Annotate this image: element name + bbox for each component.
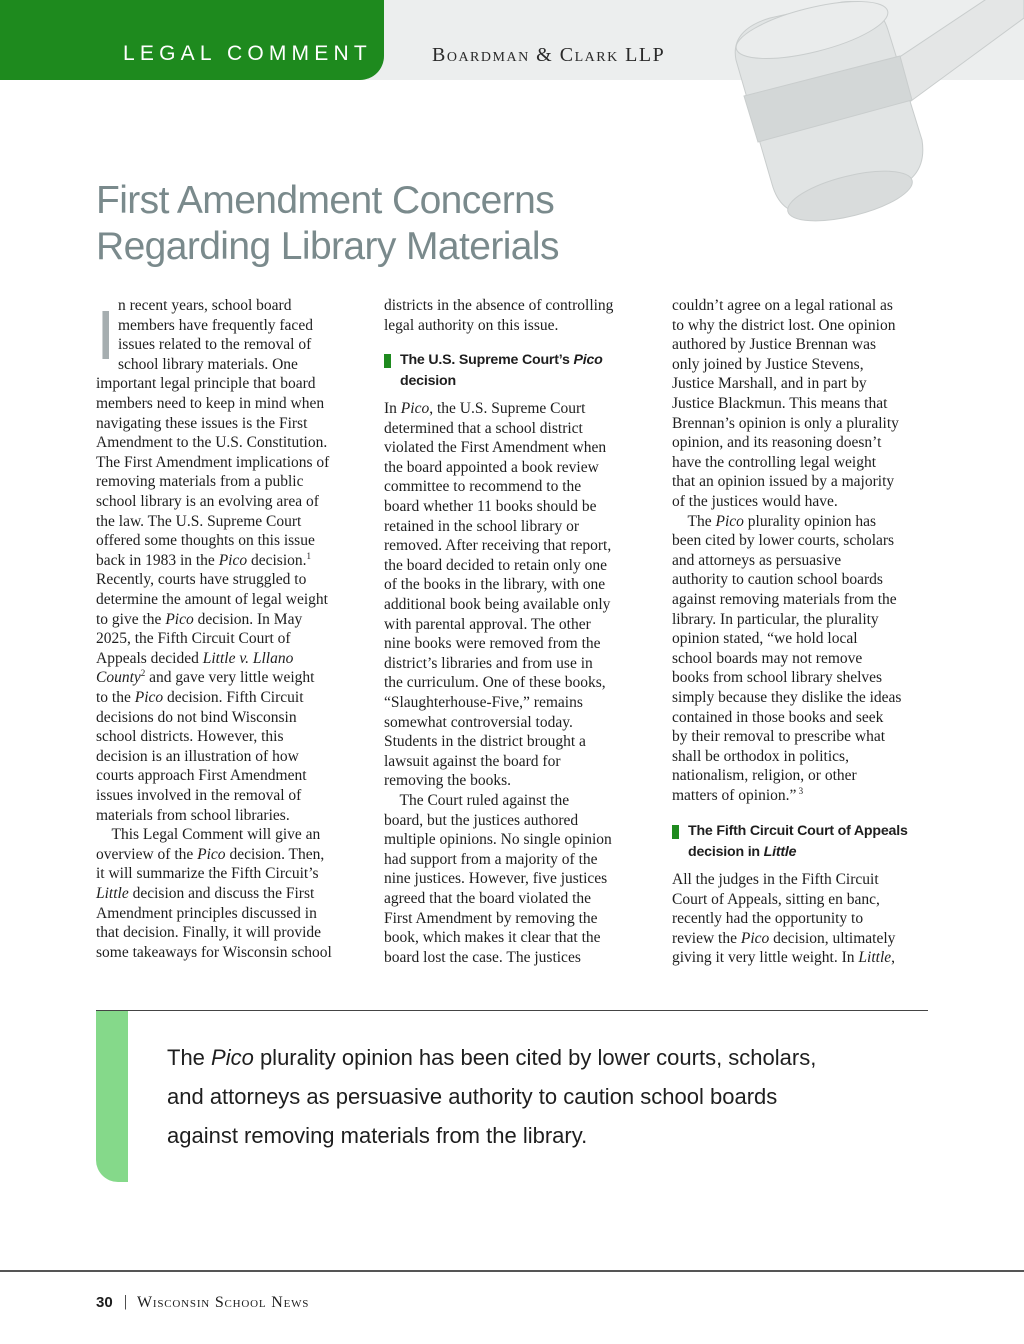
- body-line: shall be orthodox in politics,: [672, 747, 849, 765]
- footer-rule: [0, 1270, 1024, 1272]
- body-line: important legal principle that board: [96, 375, 316, 393]
- body-line: to the Pico decision. Fifth Circuit: [96, 689, 304, 706]
- body-line: navigating these issues is the First: [96, 414, 308, 432]
- body-line: retained in the school library or: [384, 517, 579, 535]
- body-line: nine books were removed from the: [384, 635, 601, 653]
- drop-cap: I: [96, 296, 116, 374]
- body-line: The First Amendment implications of: [96, 453, 330, 471]
- body-line: decision is an illustration of how: [96, 747, 299, 765]
- body-line: issues related to the removal of: [118, 336, 312, 354]
- pull-quote-rule: [96, 1010, 928, 1011]
- body-line: removing materials from a public: [96, 473, 304, 491]
- body-line: have the controlling legal weight: [672, 453, 877, 471]
- section-subhead: The U.S. Supreme Court’s Pico: [400, 352, 603, 368]
- body-line: of the books in the library, with one: [384, 576, 606, 594]
- pull-quote-bar: [96, 1011, 128, 1182]
- pull-quote-line: against removing materials from the library.: [167, 1123, 588, 1148]
- body-line: agreed that the board violated the: [384, 890, 592, 907]
- body-line: review the Pico decision, ultimately: [672, 929, 896, 947]
- body-line: Justice Marshall, and in part by: [672, 375, 867, 393]
- body-line: determine the amount of legal weight: [96, 591, 328, 608]
- publication-name: Wisconsin School News: [137, 1294, 310, 1311]
- pull-quote-line: The Pico plurality opinion has been cited by lower courts, scholars,: [167, 1045, 817, 1070]
- body-line: opinion, and its reasoning doesn’t: [672, 434, 882, 452]
- body-line: removing the books.: [384, 772, 511, 790]
- body-line: districts in the absence of controlling: [384, 297, 614, 314]
- body-line: The Court ruled against the: [384, 792, 570, 809]
- body-line: the board appointed a book review: [384, 458, 599, 476]
- body-line: Justice Blackmun. This means that: [672, 395, 888, 412]
- body-line: couldn’t agree on a legal rational as: [672, 297, 893, 314]
- body-line: matters of opinion.” $^3$: [672, 786, 804, 804]
- body-line: additional book being available only: [384, 596, 611, 613]
- body-line: the law. The U.S. Supreme Court: [96, 512, 302, 530]
- firm-name: Boardman & Clark LLP: [432, 44, 666, 66]
- section-subhead: decision in Little: [688, 844, 797, 860]
- article-title: [96, 178, 559, 270]
- body-line: board, but the justices authored: [384, 811, 579, 829]
- body-line: book, which makes it clear that the: [384, 929, 601, 947]
- body-line: that decision. Finally, it will provide: [96, 924, 322, 942]
- body-line: school library is an evolving area of: [96, 493, 319, 510]
- body-line: Recently, courts have struggled to: [96, 571, 307, 589]
- body-line: school districts. However, this: [96, 728, 284, 746]
- body-line: courts approach First Amendment: [96, 767, 307, 785]
- body-line: by their removal to prescribe what: [672, 728, 886, 746]
- body-line: opinion stated, “we hold local: [672, 630, 858, 648]
- body-line: lawsuit against the board for: [384, 752, 561, 770]
- body-line: of the justices would have.: [672, 493, 838, 510]
- body-line: board lost the case. The justices: [384, 948, 581, 966]
- body-line: that an opinion issued by a majority: [672, 473, 895, 491]
- section-label: LEGAL COMMENT: [123, 42, 372, 65]
- body-line: the board decided to retain only one: [384, 556, 607, 574]
- body-line: to why the district lost. One opinion: [672, 316, 896, 334]
- body-line: it will summarize the Fifth Circuit’s: [96, 865, 319, 883]
- body-line: the curriculum. One of these books,: [384, 674, 606, 692]
- body-line: back in 1983 in the Pico decision.$^1$: [96, 550, 311, 569]
- body-line: All the judges in the Fifth Circuit: [672, 871, 879, 888]
- body-line: The Pico plurality opinion has: [672, 512, 877, 530]
- body-line: “Slaughterhouse-Five,” remains: [384, 694, 583, 711]
- body-line: materials from school libraries.: [96, 806, 290, 824]
- body-line: some takeaways for Wisconsin school: [96, 943, 332, 961]
- body-line: offered some thoughts on this issue: [96, 532, 315, 550]
- body-line: removed. After receiving that report,: [384, 537, 612, 555]
- body-line: nine justices. However, five justices: [384, 870, 608, 888]
- body-line: Amendment principles discussed in: [96, 904, 317, 922]
- section-subhead: The Fifth Circuit Court of Appeals: [688, 823, 908, 839]
- body-line: overview of the Pico decision. Then,: [96, 845, 325, 863]
- body-line: legal authority on this issue.: [384, 316, 559, 334]
- body-line: simply because they dislike the ideas: [672, 689, 902, 706]
- body-line: n recent years, school board: [118, 297, 292, 314]
- footer-separator: |: [124, 1293, 128, 1310]
- body-line: somewhat controversial today.: [384, 713, 573, 731]
- body-line: recently had the opportunity to: [672, 910, 864, 928]
- body-line: In Pico, the U.S. Supreme Court: [384, 400, 586, 417]
- body-line: issues involved in the removal of: [96, 787, 302, 804]
- body-line: First Amendment by removing the: [384, 909, 598, 927]
- body-line: giving it very little weight. In Little,: [672, 949, 896, 967]
- gavel-icon: [700, 0, 1024, 240]
- body-line: members have frequently faced: [118, 316, 313, 334]
- body-line: violated the First Amendment when: [384, 439, 607, 457]
- section-tab: [0, 0, 384, 80]
- body-line: against removing materials from the: [672, 591, 897, 608]
- title-line: Regarding Library Materials: [96, 225, 559, 268]
- pull-quote-line: and attorneys as persuasive authority to caution school boards: [167, 1084, 778, 1109]
- subhead-marker: [384, 354, 391, 368]
- body-line: This Legal Comment will give an: [96, 826, 321, 844]
- body-line: members need to keep in mind when: [96, 395, 325, 412]
- body-line: determined that a school district: [384, 419, 583, 437]
- body-line: school boards may not remove: [672, 649, 863, 667]
- body-line: been cited by lower courts, scholars: [672, 532, 895, 550]
- body-line: library. In particular, the plurality: [672, 610, 879, 628]
- body-line: Brennan’s opinion is only a plurality: [672, 414, 899, 432]
- body-line: district’s libraries and from use in: [384, 654, 593, 672]
- body-line: multiple opinions. No single opinion: [384, 831, 612, 849]
- body-line: decisions do not bind Wisconsin: [96, 708, 297, 726]
- title-line: First Amendment Concerns: [96, 179, 555, 222]
- body-line: Little decision and discuss the First: [96, 885, 315, 902]
- page-number: 30: [96, 1294, 113, 1311]
- body-line: to give the Pico decision. In May: [96, 610, 303, 628]
- body-line: had support from a majority of the: [384, 850, 598, 868]
- body-line: Students in the district brought a: [384, 733, 586, 751]
- body-line: authority to caution school boards: [672, 571, 883, 589]
- body-line: contained in those books and seek: [672, 708, 884, 726]
- body-line: committee to recommend to the: [384, 478, 582, 496]
- section-subhead: decision: [400, 373, 456, 389]
- body-line: authored by Justice Brennan was: [672, 336, 877, 354]
- body-line: 2025, the Fifth Circuit Court of: [96, 630, 291, 648]
- body-line: books from school library shelves: [672, 669, 883, 687]
- body-line: County$^2$ and gave very little weight: [96, 668, 315, 687]
- body-line: school library materials. One: [118, 355, 298, 373]
- body-line: only joined by Justice Stevens,: [672, 355, 864, 373]
- body-line: Appeals decided Little v. Lllano: [96, 649, 294, 667]
- body-line: with parental approval. The other: [384, 615, 591, 633]
- subhead-marker: [672, 825, 679, 839]
- body-line: board whether 11 books should be: [384, 498, 597, 515]
- body-line: and attorneys as persuasive: [672, 551, 842, 569]
- body-line: Court of Appeals, sitting en banc,: [672, 890, 880, 908]
- body-line: Amendment to the U.S. Constitution.: [96, 434, 328, 452]
- body-line: nationalism, religion, or other: [672, 767, 857, 785]
